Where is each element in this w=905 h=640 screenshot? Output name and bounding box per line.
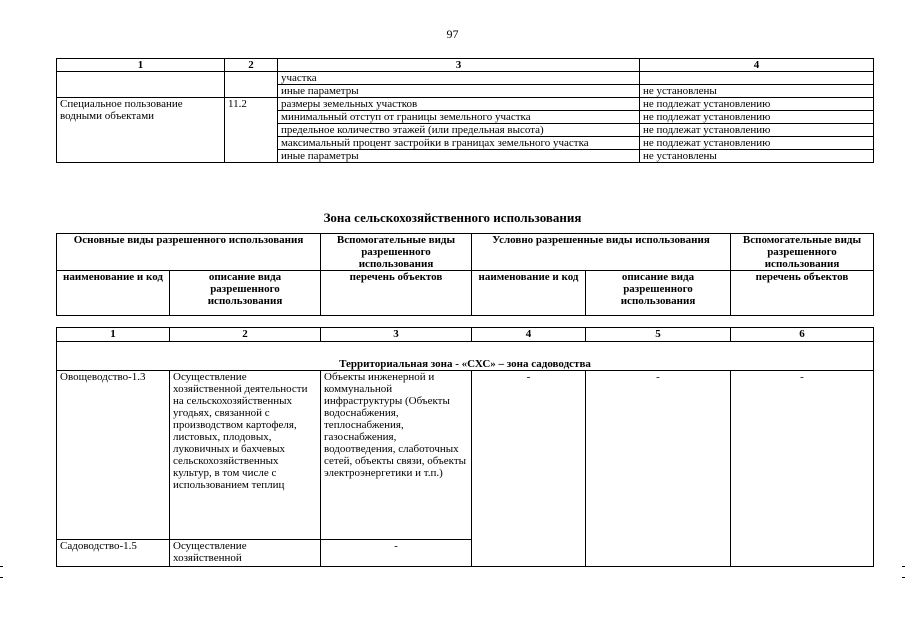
parameters-table (56, 58, 874, 163)
column-number: 1 (57, 328, 170, 342)
use-type-name: Специальное пользование водными объектами (57, 98, 225, 163)
use-description: Осуществление хозяйственной деятельности на сельскохозяйственных угодьях, связанной с производством картофеля, листовых, плодовых, луковичных и бахчевых сельскохозяйственных культур, в том числе с использованием теплиц (170, 371, 321, 540)
param-value: не подлежат установлению (640, 111, 874, 124)
param-value: не установлены (640, 150, 874, 163)
column-number: 5 (586, 328, 731, 342)
param-value: не подлежат установлению (640, 98, 874, 111)
objects-list: Объекты инженерной и коммунальной инфраструктуры (Объекты водоснабжения, теплоснабжения, газоснабжения, водоотведения, слаботочных сетей, объекты связи, объекты электроэнергетики и т.п.) (321, 371, 472, 540)
zone-body-table (56, 327, 874, 567)
main-uses-header: Основные виды разрешенного использования (57, 234, 321, 271)
objects-list-header: перечень объектов (321, 271, 472, 316)
zone-header-table (56, 233, 874, 316)
column-number: 2 (170, 328, 321, 342)
zone-title: Зона сельскохозяйственного использования (323, 210, 582, 225)
subzone-title: Территориальная зона - «СХС» – зона садоводства (57, 342, 874, 371)
param-value: не установлены (640, 85, 874, 98)
use-name-code: Садоводство-1.5 (57, 540, 170, 567)
column-header-4: 4 (640, 59, 874, 72)
use-description: Осуществление хозяйственной (170, 540, 321, 567)
param-name: предельное количество этажей (или предельная высота) (278, 124, 640, 137)
auxiliary-uses-header: Вспомогательные виды разрешенного использования (321, 234, 472, 271)
param-name: размеры земельных участков (278, 98, 640, 111)
page-edge-mark-left (0, 566, 3, 578)
description-header-2: описание вида разрешенного использования (586, 271, 731, 316)
param-name: иные параметры (278, 85, 640, 98)
column-header-2: 2 (225, 59, 278, 72)
column-header-3: 3 (278, 59, 640, 72)
column-header-1: 1 (57, 59, 225, 72)
param-value: не подлежат установлению (640, 137, 874, 150)
param-value: не подлежат установлению (640, 124, 874, 137)
auxiliary-uses-header-2: Вспомогательные виды разрешенного использования (731, 234, 874, 271)
use-name-code: Овощеводство-1.3 (57, 371, 170, 540)
column-number: 3 (321, 328, 472, 342)
conditional-uses-header: Условно разрешенные виды использования (472, 234, 731, 271)
param-name: минимальный отступ от границы земельного участка (278, 111, 640, 124)
param-name: максимальный процент застройки в границах земельного участка (278, 137, 640, 150)
objects-list: - (321, 540, 472, 567)
param-value (640, 72, 874, 85)
conditional-description: - (586, 371, 731, 567)
use-type-code: 11.2 (225, 98, 278, 163)
page-number: 97 (446, 27, 459, 41)
column-number: 6 (731, 328, 874, 342)
conditional-objects-list: - (731, 371, 874, 567)
description-header: описание вида разрешенного использования (170, 271, 321, 316)
param-name: участка (278, 72, 640, 85)
param-name: иные параметры (278, 150, 640, 163)
name-code-header: наименование и код (57, 271, 170, 316)
conditional-name-code: - (472, 371, 586, 567)
column-number: 4 (472, 328, 586, 342)
objects-list-header-2: перечень объектов (731, 271, 874, 316)
name-code-header-2: наименование и код (472, 271, 586, 316)
